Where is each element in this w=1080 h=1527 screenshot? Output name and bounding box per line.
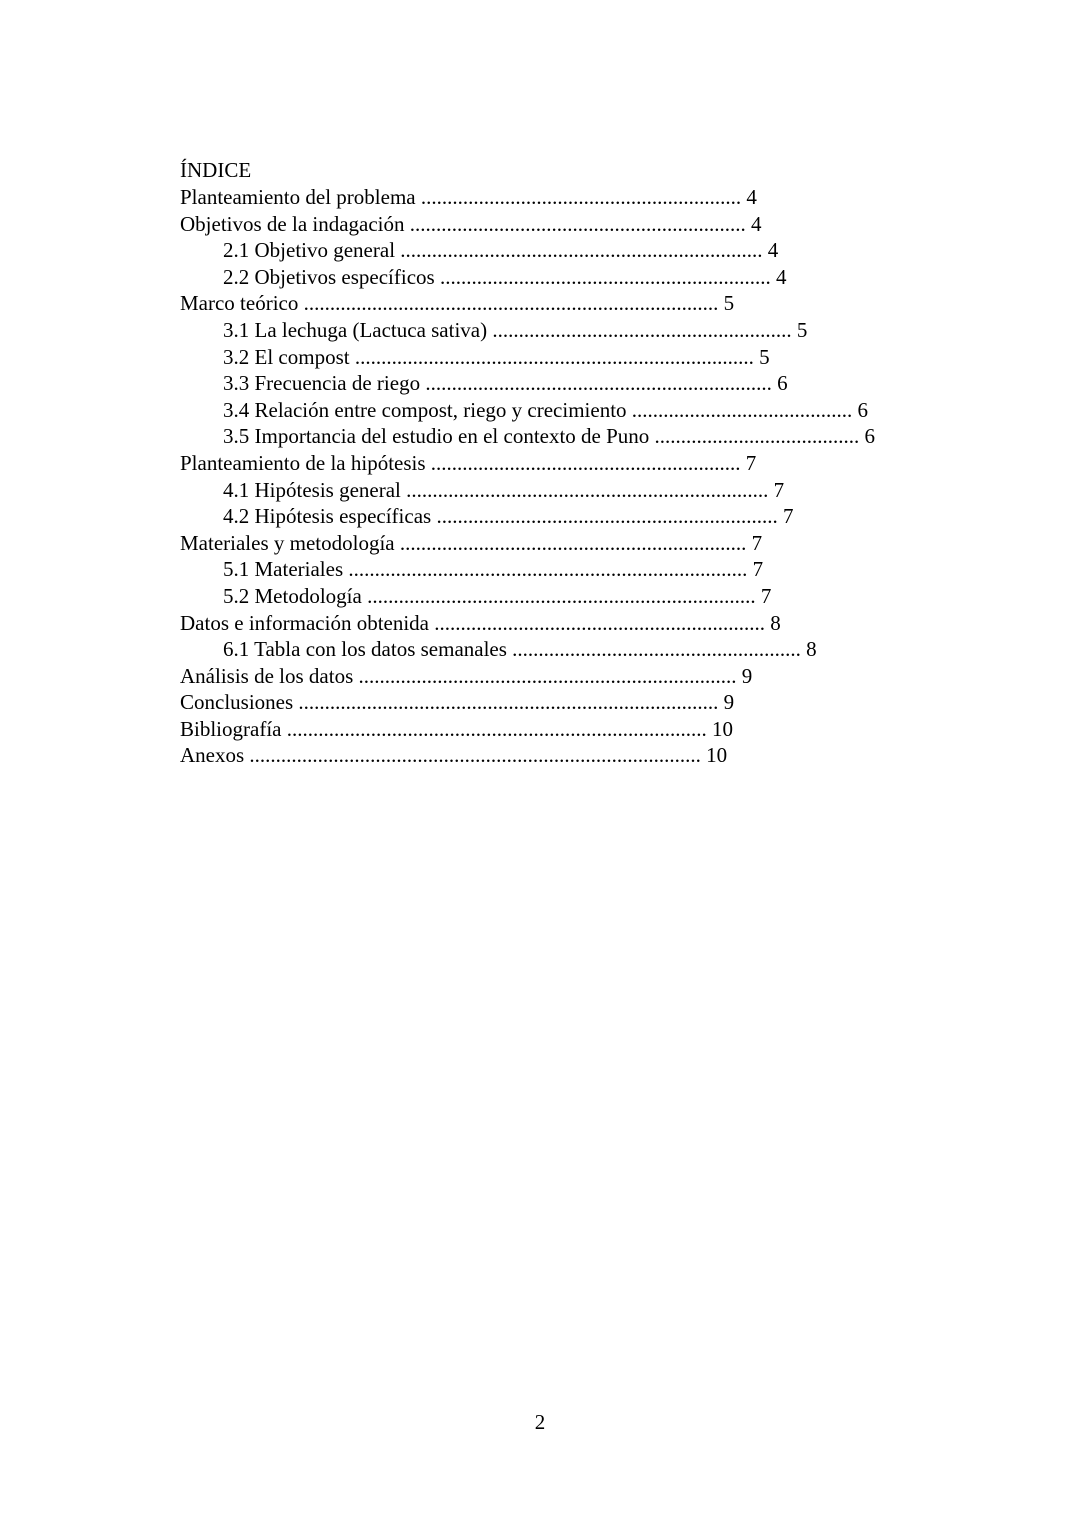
toc-entry-text: 3.2 El compost ............................................................................ 5 bbox=[223, 344, 770, 369]
toc-subentry bbox=[180, 556, 875, 583]
toc-subentry bbox=[180, 583, 875, 610]
toc-entry-text: Análisis de los datos ........................................................................ 9 bbox=[180, 663, 753, 688]
toc-entry-text: 6.1 Tabla con los datos semanales ....................................................... 8 bbox=[223, 637, 817, 662]
table-of-contents bbox=[180, 184, 875, 769]
toc-entry-text: Datos e información obtenida ............................................................... 8 bbox=[180, 610, 781, 635]
toc-entry bbox=[180, 610, 875, 637]
toc-subentry bbox=[180, 264, 875, 291]
toc-entry-text: 5.1 Materiales ............................................................................ 7 bbox=[223, 557, 764, 582]
toc-subentry bbox=[180, 317, 875, 344]
toc-entry-text: Conclusiones ................................................................................ 9 bbox=[180, 690, 735, 715]
toc-entry-text: Planteamiento del problema ............................................................. 4 bbox=[180, 185, 757, 209]
page-number: 2 bbox=[534, 1410, 546, 1434]
toc-entry-text: Anexos ...................................................................................... 10 bbox=[180, 743, 728, 768]
toc-entry-text: 3.4 Relación entre compost, riego y crecimiento .......................................... 6 bbox=[223, 397, 869, 422]
toc-entry bbox=[180, 716, 875, 743]
toc-entry-text: Materiales y metodología .................................................................. 7 bbox=[180, 530, 763, 555]
toc-subentry bbox=[180, 477, 875, 504]
toc-entry-text: 3.5 Importancia del estudio en el contexto de Puno ....................................... 6 bbox=[223, 424, 876, 449]
toc-subentry bbox=[180, 397, 875, 424]
toc-entry bbox=[180, 689, 875, 716]
toc-subentry bbox=[180, 370, 875, 397]
toc-entry-text: 4.2 Hipótesis específicas ................................................................. 7 bbox=[223, 504, 794, 529]
toc-subentry bbox=[180, 423, 875, 450]
toc-entry-text: 3.3 Frecuencia de riego .................................................................. 6 bbox=[223, 371, 788, 396]
toc-entry bbox=[180, 530, 875, 557]
toc-title: ÍNDICE bbox=[180, 158, 252, 182]
toc-entry-text: 2.1 Objetivo general ..................................................................... 4 bbox=[223, 238, 779, 263]
toc-entry-text: Objetivos de la indagación ................................................................ 4 bbox=[180, 211, 762, 236]
toc-entry-text: 3.1 La lechuga (Lactuca sativa) ......................................................... 5 bbox=[223, 317, 808, 342]
toc-subentry bbox=[180, 344, 875, 371]
toc-subentry bbox=[180, 237, 875, 264]
toc-entry-text: 5.2 Metodología .......................................................................... 7 bbox=[223, 583, 772, 608]
toc-entry bbox=[180, 211, 875, 238]
toc-entry bbox=[180, 290, 875, 317]
toc-subentry bbox=[180, 636, 875, 663]
toc-entry-text: Planteamiento de la hipótesis ........................................................... 7 bbox=[180, 450, 757, 475]
toc-entry-text: Marco teórico ............................................................................... 5 bbox=[180, 291, 735, 316]
toc-entry bbox=[180, 663, 875, 690]
toc-entry-text: 2.2 Objetivos específicos ............................................................... 4 bbox=[223, 264, 787, 289]
toc-entry bbox=[180, 742, 875, 769]
toc-subentry bbox=[180, 503, 875, 530]
toc-entry bbox=[180, 184, 875, 211]
toc-entry-text: Bibliografía ................................................................................ 10 bbox=[180, 716, 733, 741]
toc-entry bbox=[180, 450, 875, 477]
toc-entry-text: 4.1 Hipótesis general ..................................................................... 7 bbox=[223, 477, 785, 502]
